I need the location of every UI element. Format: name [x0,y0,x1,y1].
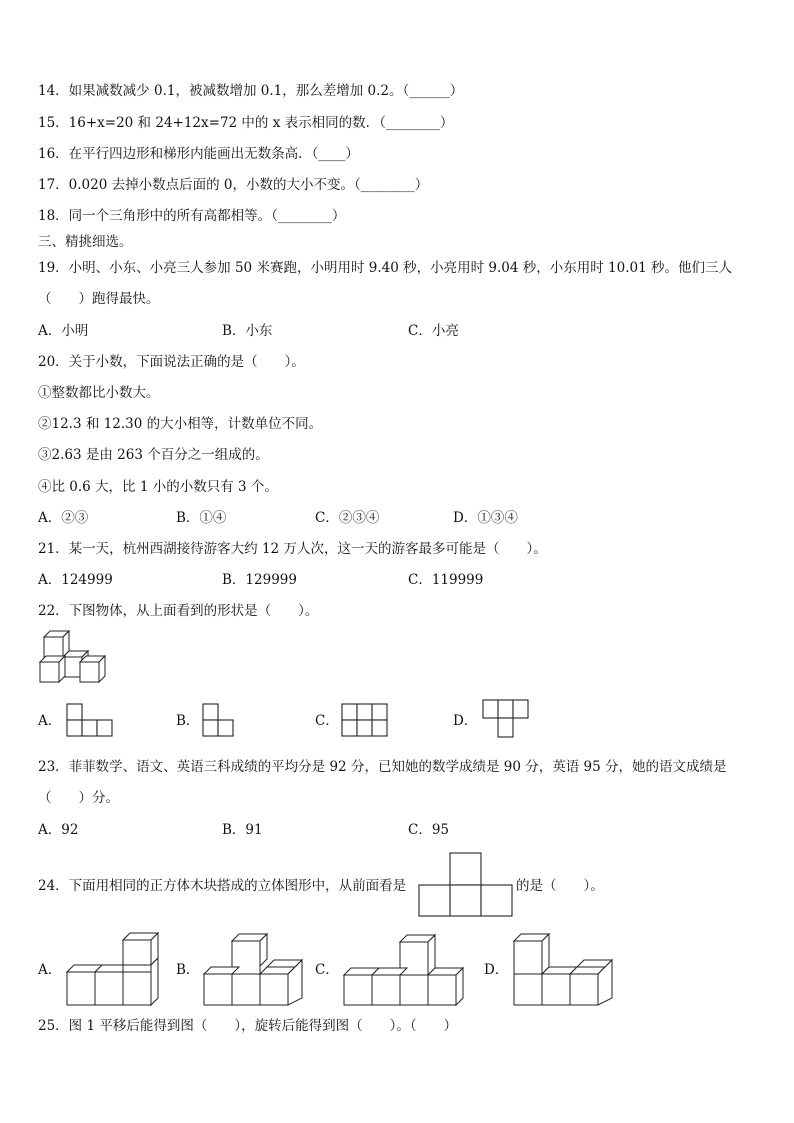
q24-front-view-shape [417,852,515,918]
q24-option-d: D． [484,962,509,978]
question-17: 17．0.020 去掉小数点后面的 0，小数的大小不变。（________） [38,177,429,193]
q22-cube-figure [38,630,110,684]
q24-option-a-shape [64,932,174,1008]
q21-option-b: B．129999 [222,572,297,588]
q20-statement-3: ③2.63 是由 263 个百分之一组成的。 [38,447,269,463]
q24-option-b-shape [201,932,311,1008]
q20-option-b: B．①④ [176,510,227,526]
q22-option-b-shape [202,703,236,737]
section-heading: 三、精挑细选。 [38,234,133,250]
q20-option-a: A．②③ [38,510,89,526]
question-22: 22．下图物体，从上面看到的形状是（ ）。 [38,603,319,619]
q21-option-a: A．124999 [38,572,113,588]
q23-option-b: B．91 [222,822,263,838]
question-25: 25．图 1 平移后能得到图（ ），旋转后能得到图（ ）。（ ） [38,1018,458,1034]
q22-option-a-shape [66,703,114,737]
question-19-line1: 19．小明、小东、小亮三人参加 50 米赛跑，小明用时 9.40 秒，小亮用时 9.04 秒，小东用时 10.01 秒。他们三人 [38,260,732,276]
q24-option-b: B． [176,962,200,978]
question-15: 15．16+x=20 和 24+12x=72 中的 x 表示相同的数．（________） [38,115,454,131]
q23-option-a: A．92 [38,822,79,838]
q22-option-d-shape [482,699,532,739]
question-18: 18．同一个三角形中的所有高都相等。（________） [38,208,346,224]
question-24-prefix: 24．下面用相同的正方体木块搭成的立体图形中，从前面看是 [38,878,407,894]
q20-option-d: D．①③④ [453,510,518,526]
question-24-suffix: 的是（ ）。 [516,878,604,894]
question-19-line2: （ ）跑得最快。 [38,291,160,307]
question-20: 20．关于小数，下面说法正确的是（ ）。 [38,354,305,370]
q24-option-c: C． [315,962,339,978]
q22-option-c-shape [341,703,391,737]
q24-option-a: A． [38,962,62,978]
q19-option-c: C．小亮 [408,323,459,339]
q20-option-c: C．②③④ [315,510,380,526]
q20-statement-4: ④比 0.6 大，比 1 小的小数只有 3 个。 [38,479,278,495]
q22-option-d: D． [453,713,478,729]
q20-statement-2: ②12.3 和 12.30 的大小相等，计数单位不同。 [38,416,323,432]
question-21: 21．某一天，杭州西湖接待游客大约 12 万人次，这一天的游客最多可能是（ ）。 [38,541,547,557]
q24-option-d-shape [511,932,621,1008]
q19-option-b: B．小东 [222,323,273,339]
question-14: 14．如果减数减少 0.1，被减数增加 0.1，那么差增加 0.2。（______） [38,83,464,99]
q22-option-b: B． [176,713,200,729]
q23-option-c: C．95 [408,822,450,838]
question-23-line1: 23．菲菲数学、语文、英语三科成绩的平均分是 92 分，已知她的数学成绩是 90 分，英语 95 分，她的语文成绩是 [38,759,727,775]
q22-option-a: A． [38,713,62,729]
question-23-line2: （ ）分。 [38,790,119,806]
q24-option-c-shape [341,932,473,1008]
q20-statement-1: ①整数都比小数大。 [38,385,160,401]
q22-option-c: C． [315,713,339,729]
q21-option-c: C．119999 [408,572,484,588]
q19-option-a: A．小明 [38,323,89,339]
question-16: 16．在平行四边形和梯形内能画出无数条高．（____） [38,146,359,162]
